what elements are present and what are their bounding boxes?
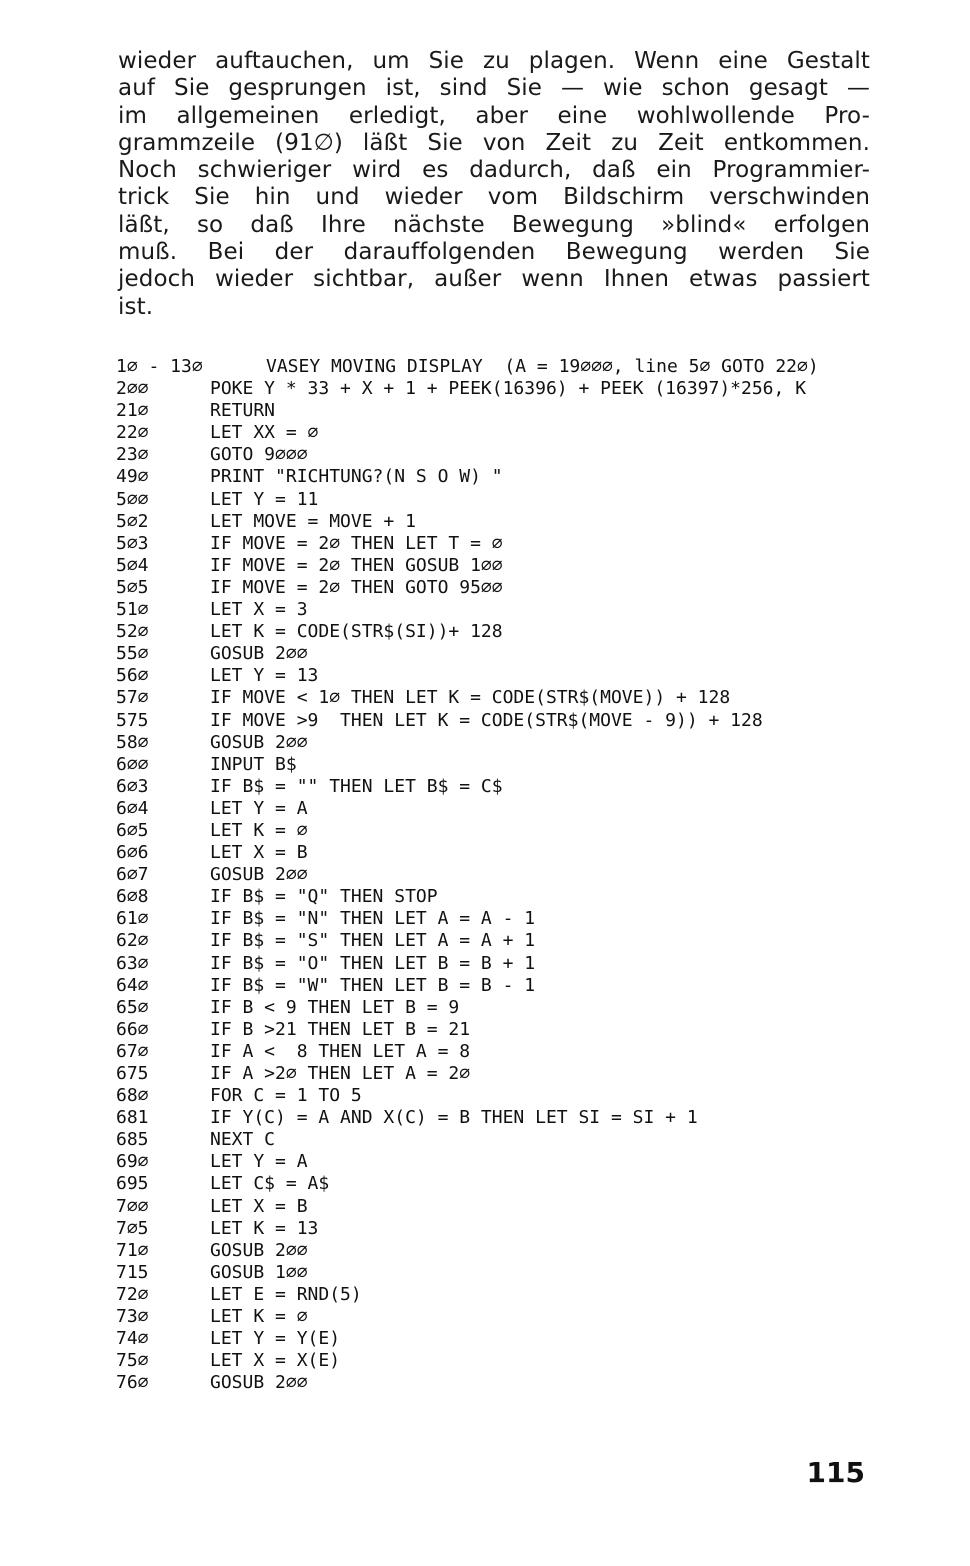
line-number: 5∅4 [116, 554, 149, 576]
line-number: 49∅ [116, 466, 149, 488]
line-number: 675 [116, 1063, 149, 1084]
code-line [116, 555, 946, 577]
code-statement: LET MOVE = MOVE + 1 [210, 510, 416, 532]
code-line [116, 886, 946, 908]
code-statement: LET K = ∅ [210, 1306, 308, 1328]
code-line [116, 533, 946, 555]
code-statement: IF A < 8 THEN LET A = 8 [210, 1040, 471, 1062]
line-number: 52∅ [116, 621, 149, 643]
intro-line: im allgemeinen erledigt, aber eine wohlwollende Pro- [118, 102, 870, 129]
line-number: 6∅7 [116, 864, 149, 886]
line-number: 695 [116, 1173, 149, 1195]
line-number: 2∅∅ [116, 378, 149, 400]
line-number: 71∅ [116, 1239, 149, 1261]
line-number: 5∅∅ [116, 488, 149, 510]
code-line [116, 665, 946, 687]
line-number: 6∅8 [116, 886, 149, 908]
code-statement: RETURN [210, 400, 276, 422]
line-number: 21∅ [116, 400, 149, 422]
code-line [116, 1372, 946, 1394]
code-statement: GOSUB 2∅∅ [210, 643, 308, 665]
program-title: VASEY MOVING DISPLAY (A = 19∅∅∅, line 5∅ GOTO 22∅) [266, 356, 819, 377]
code-line [116, 1173, 946, 1195]
code-line [116, 1019, 946, 1041]
code-line [116, 599, 946, 621]
code-line [116, 798, 946, 820]
line-number: 68∅ [116, 1085, 149, 1107]
code-line [116, 1063, 946, 1085]
line-number: 5∅2 [116, 510, 149, 532]
code-line [116, 1240, 946, 1262]
code-statement: GOSUB 2∅∅ [210, 1372, 308, 1394]
code-statement: LET X = B [210, 1195, 308, 1217]
code-statement: LET E = RND(5) [210, 1283, 362, 1305]
code-line [116, 975, 946, 997]
code-line [116, 444, 946, 466]
code-line [116, 1262, 946, 1284]
line-number: 61∅ [116, 908, 149, 930]
code-line [116, 1151, 946, 1173]
code-statement: LET Y = 13 [210, 665, 319, 687]
code-statement: GOSUB 2∅∅ [210, 1239, 308, 1261]
code-statement: LET Y = 11 [210, 488, 319, 510]
code-line [116, 930, 946, 952]
code-statement: LET Y = A [210, 1151, 308, 1173]
line-number: 5∅5 [116, 576, 149, 598]
code-statement: IF B$ = "W" THEN LET B = B - 1 [210, 974, 536, 996]
line-number: 66∅ [116, 1018, 149, 1040]
line-number: 6∅3 [116, 775, 149, 797]
intro-line: läßt, so daß Ihre nächste Bewegung »blind« erfolgen [118, 211, 870, 238]
code-line [116, 1350, 946, 1372]
line-number: 74∅ [116, 1328, 149, 1350]
code-line [116, 1284, 946, 1306]
code-statement: IF B$ = "S" THEN LET A = A + 1 [210, 930, 536, 952]
code-statement: IF B$ = "O" THEN LET B = B + 1 [210, 952, 536, 974]
line-number: 575 [116, 709, 149, 731]
code-line [116, 754, 946, 776]
page-number: 115 [806, 1456, 865, 1489]
line-number: 67∅ [116, 1040, 149, 1062]
code-line [116, 820, 946, 842]
code-statement: FOR C = 1 TO 5 [210, 1085, 362, 1107]
code-statement: IF MOVE = 2∅ THEN LET T = ∅ [210, 532, 503, 554]
code-statement: GOTO 9∅∅∅ [210, 444, 308, 466]
intro-line: grammzeile (91∅) läßt Sie von Zeit zu Zeit entkommen. [118, 129, 870, 156]
intro-line: ist. [118, 293, 154, 320]
code-line [116, 842, 946, 864]
code-statement: LET X = X(E) [210, 1350, 341, 1372]
code-statement: IF MOVE = 2∅ THEN GOSUB 1∅∅ [210, 554, 503, 576]
line-number: 62∅ [116, 930, 149, 952]
intro-line: auf Sie gesprungen ist, sind Sie — wie schon gesagt — [118, 75, 870, 102]
intro-line: jedoch wieder sichtbar, außer wenn Ihnen etwas passiert [118, 266, 870, 293]
code-statement: IF MOVE = 2∅ THEN GOTO 95∅∅ [210, 576, 503, 598]
intro-line: Noch schwieriger wird es dadurch, daß ein Programmier- [118, 157, 870, 184]
code-statement: IF B$ = "Q" THEN STOP [210, 886, 438, 908]
line-number: 6∅4 [116, 797, 149, 819]
code-statement: POKE Y * 33 + X + 1 + PEEK(16396) + PEEK (16397)*256, K [210, 378, 807, 400]
line-number: 23∅ [116, 444, 149, 466]
code-statement: IF B$ = "N" THEN LET A = A - 1 [210, 908, 536, 930]
code-line [116, 710, 946, 732]
code-line [116, 1129, 946, 1151]
line-number: 685 [116, 1129, 149, 1151]
line-number: 22∅ [116, 422, 149, 444]
code-line [116, 1196, 946, 1218]
code-line [116, 908, 946, 930]
code-line [116, 643, 946, 665]
code-statement: LET K = ∅ [210, 819, 308, 841]
listing-header-row [116, 356, 946, 378]
line-number: 51∅ [116, 599, 149, 621]
code-line [116, 1218, 946, 1240]
code-statement: LET XX = ∅ [210, 422, 319, 444]
code-statement: LET K = CODE(STR$(SI))+ 128 [210, 621, 503, 643]
line-number: 63∅ [116, 952, 149, 974]
line-number: 73∅ [116, 1306, 149, 1328]
code-line [116, 511, 946, 533]
code-statement: LET C$ = A$ [210, 1173, 330, 1195]
code-statement: IF MOVE < 1∅ THEN LET K = CODE(STR$(MOVE)) + 128 [210, 687, 731, 709]
intro-line: trick Sie hin und wieder vom Bildschirm verschwinden [118, 184, 870, 211]
code-statement: GOSUB 2∅∅ [210, 864, 308, 886]
line-number: 6∅6 [116, 842, 149, 864]
code-statement: PRINT "RICHTUNG?(N S O W) " [210, 466, 503, 488]
code-line [116, 489, 946, 511]
line-number: 5∅3 [116, 532, 149, 554]
basic-program-listing [116, 356, 946, 1394]
code-statement: LET Y = A [210, 797, 308, 819]
code-statement: IF Y(C) = A AND X(C) = B THEN LET SI = SI + 1 [210, 1107, 698, 1129]
code-line [116, 1306, 946, 1328]
code-statement: LET Y = Y(E) [210, 1328, 341, 1350]
line-number: 56∅ [116, 665, 149, 687]
intro-paragraph [118, 48, 870, 321]
code-statement: IF B$ = "" THEN LET B$ = C$ [210, 775, 503, 797]
code-line [116, 400, 946, 422]
code-statement: LET X = 3 [210, 599, 308, 621]
code-statement: IF A >2∅ THEN LET A = 2∅ [210, 1063, 471, 1084]
intro-line: muß. Bei der darauffolgenden Bewegung werden Sie [118, 239, 870, 266]
code-statement: GOSUB 2∅∅ [210, 731, 308, 753]
code-statement: IF MOVE >9 THEN LET K = CODE(STR$(MOVE - 9)) + 128 [210, 709, 763, 731]
line-number: 65∅ [116, 996, 149, 1018]
code-line [116, 621, 946, 643]
code-statement: IF B >21 THEN LET B = 21 [210, 1018, 471, 1040]
code-line [116, 577, 946, 599]
line-number: 6∅∅ [116, 753, 149, 775]
line-number: 57∅ [116, 687, 149, 709]
code-statement: LET K = 13 [210, 1217, 319, 1239]
line-number: 76∅ [116, 1372, 149, 1394]
code-line [116, 1107, 946, 1129]
code-line [116, 378, 946, 400]
code-statement: NEXT C [210, 1129, 276, 1151]
line-number: 75∅ [116, 1350, 149, 1372]
line-number: 7∅∅ [116, 1195, 149, 1217]
code-statement: IF B < 9 THEN LET B = 9 [210, 996, 460, 1018]
intro-line: wieder auftauchen, um Sie zu plagen. Wenn eine Gestalt [118, 48, 870, 74]
code-statement: GOSUB 1∅∅ [210, 1261, 308, 1283]
code-line [116, 422, 946, 444]
line-number: 715 [116, 1261, 149, 1283]
code-line [116, 1085, 946, 1107]
code-line [116, 997, 946, 1019]
code-line [116, 1328, 946, 1350]
line-number: 58∅ [116, 731, 149, 753]
code-line [116, 687, 946, 709]
code-statement: INPUT B$ [210, 753, 297, 775]
code-line [116, 732, 946, 754]
line-number: 69∅ [116, 1151, 149, 1173]
code-line [116, 1041, 946, 1063]
code-statement: LET X = B [210, 842, 308, 864]
line-number: 6∅5 [116, 819, 149, 841]
line-number: 55∅ [116, 643, 149, 665]
line-number: 681 [116, 1107, 149, 1129]
line-number-range: 1∅ - 13∅ [116, 356, 203, 377]
code-line [116, 776, 946, 798]
line-number: 7∅5 [116, 1217, 149, 1239]
line-number: 64∅ [116, 974, 149, 996]
code-line [116, 466, 946, 488]
line-number: 72∅ [116, 1283, 149, 1305]
code-line [116, 953, 946, 975]
code-line [116, 864, 946, 886]
